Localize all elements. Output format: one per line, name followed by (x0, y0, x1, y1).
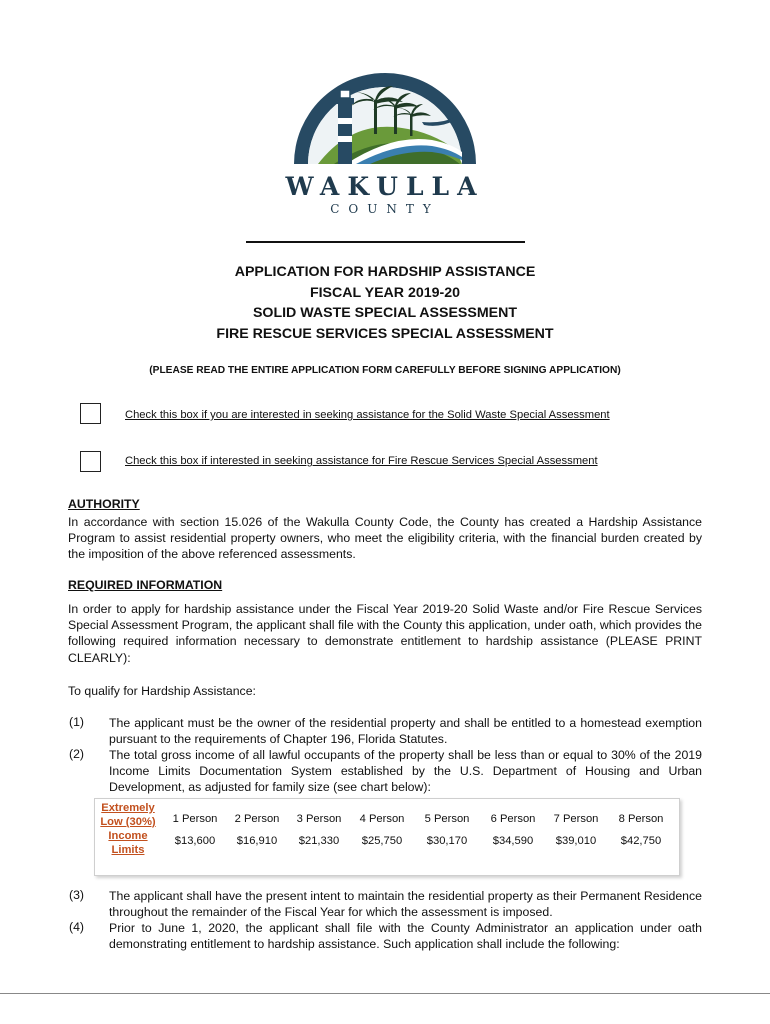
income-limit-value: $39,010 (555, 835, 597, 847)
income-label-line: Income (108, 830, 148, 842)
document-title (0, 262, 770, 344)
household-size-header: 5 Person (424, 813, 470, 825)
title-line: FISCAL YEAR 2019-20 (309, 284, 461, 301)
item-number: (2) (68, 747, 84, 761)
income-limit-value: $42,750 (620, 835, 662, 847)
household-size-header: 1 Person (172, 813, 218, 825)
item-number: (4) (68, 920, 84, 934)
title-line: SOLID WASTE SPECIAL ASSESSMENT (252, 305, 518, 321)
household-size-header: 2 Person (234, 813, 280, 825)
authority-heading: AUTHORITY (68, 497, 140, 511)
household-size-header: 6 Person (490, 813, 536, 825)
household-size-header: 8 Person (618, 813, 664, 825)
title-line: APPLICATION FOR HARDSHIP ASSISTANCE (234, 264, 536, 280)
income-limits-table (94, 798, 680, 876)
income-label-line: Extremely (101, 802, 155, 814)
lighthouse-landscape-icon (282, 60, 488, 172)
income-limit-value: $25,750 (361, 835, 403, 847)
item-number: (1) (68, 715, 84, 729)
item-text: The applicant must be the owner of the residential property and shall be entitled to a homestead exemption pursuant to the requirements of Chapter 196, Florida Statutes. (109, 716, 702, 746)
household-size-header: 7 Person (553, 813, 599, 825)
required-info-text: In order to apply for hardship assistance under the Fiscal Year 2019-20 Solid Waste and/or Fire Rescue Services Special Assessment Program, the applicant shall file with the County this application, under oath, which provides the following required information necessary to demonstrate entitlement to hardship assistance (PLEASE PRINT CLEARLY): (68, 602, 702, 665)
authority-text: In accordance with section 15.026 of the Wakulla County Code, the County has created a Hardship Assistance Program to assist residential property owners, who meet the eligibility criteria, with the financial burden created by the imposition of the above referenced assessments. (68, 515, 702, 562)
item-text: The applicant shall have the present intent to maintain the residential property as their Permanent Residence throughout the remainder of the Fiscal Year for which the assessment is imposed. (109, 889, 702, 919)
income-limit-value: $34,590 (492, 835, 534, 847)
income-limit-value: $13,600 (174, 835, 216, 847)
income-label-line: Limits (111, 844, 145, 856)
solid-waste-checkbox[interactable] (80, 403, 101, 424)
income-limit-value: $30,170 (426, 835, 468, 847)
fire-rescue-checkbox-label: Check this box if interested in seeking assistance for Fire Rescue Services Special Assessment (125, 455, 598, 467)
item-text: Prior to June 1, 2020, the applicant shall file with the County Administrator an application under oath demonstrating entitlement to hardship assistance. Such application shall include the following: (109, 921, 702, 951)
logo-wordmark: WAKULLA (285, 172, 485, 201)
page-bottom-border (0, 993, 770, 994)
income-limits-label (97, 801, 159, 857)
qualify-intro: To qualify for Hardship Assistance: (68, 684, 256, 698)
household-size-header: 4 Person (359, 813, 405, 825)
item-number: (3) (68, 888, 84, 902)
item-text: The total gross income of all lawful occupants of the property shall be less than or equal to 30% of the 2019 Income Limits Documentation System established by the U.S. Department of Housing and Urban Development, as adjusted for family size (see chart below): (109, 748, 702, 794)
income-limit-value: $21,330 (298, 835, 340, 847)
title-divider (246, 241, 525, 243)
wakulla-county-logo (282, 60, 488, 218)
household-size-header: 3 Person (296, 813, 342, 825)
title-line: FIRE RESCUE SERVICES SPECIAL ASSESSMENT (216, 325, 554, 342)
income-label-line: Low (30%) (100, 816, 156, 828)
fire-rescue-checkbox[interactable] (80, 451, 101, 472)
income-limit-value: $16,910 (236, 835, 278, 847)
required-info-heading: REQUIRED INFORMATION (68, 578, 223, 592)
solid-waste-checkbox-label: Check this box if you are interested in seeking assistance for the Solid Waste Special Assessment (125, 409, 610, 421)
logo-subtitle: COUNTY (330, 202, 440, 216)
instruction-note: (PLEASE READ THE ENTIRE APPLICATION FORM CAREFULLY BEFORE SIGNING APPLICATION) (149, 365, 621, 376)
